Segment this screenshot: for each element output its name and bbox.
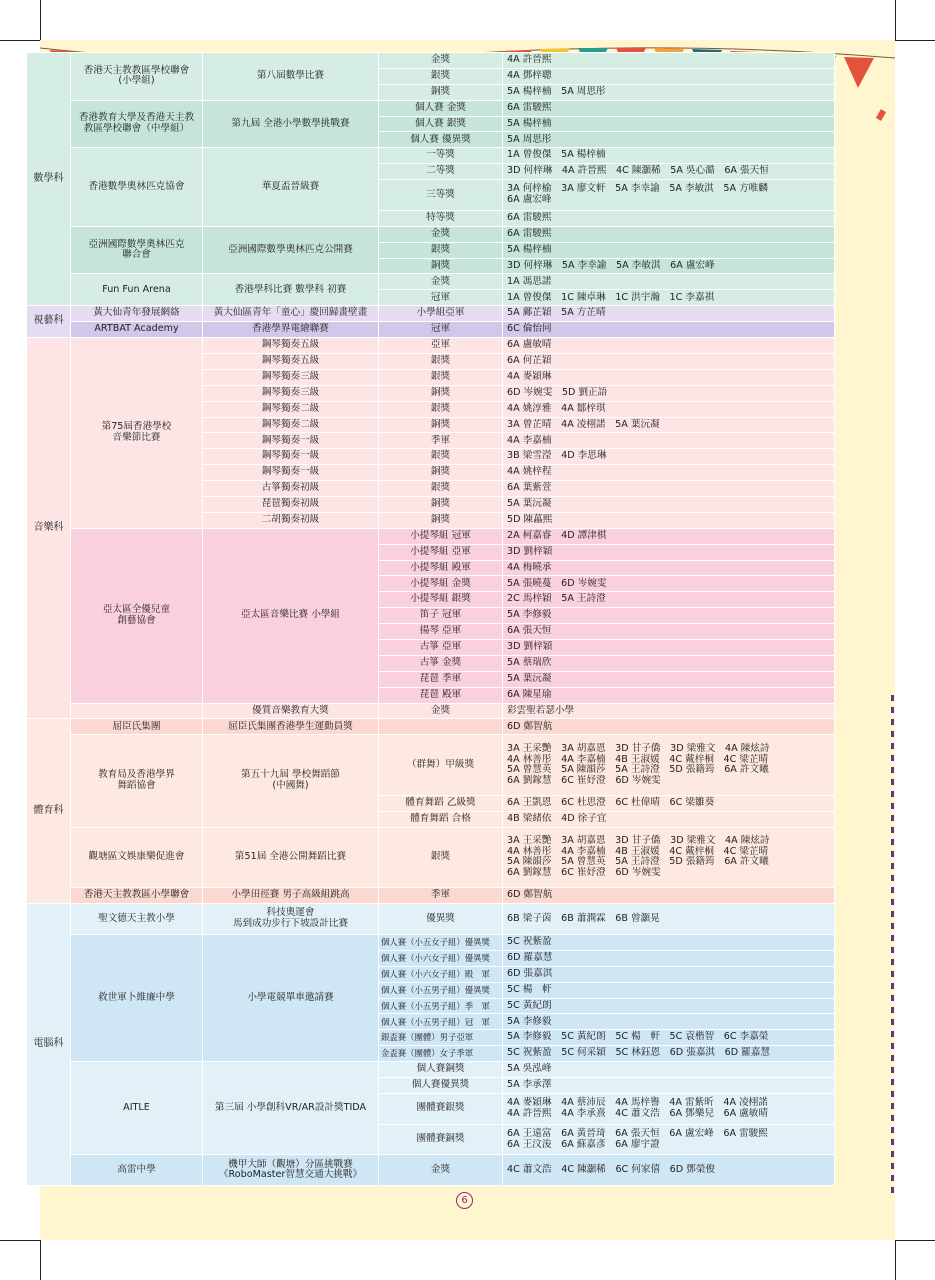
winners: 6A 盧敏晴	[503, 338, 835, 354]
organizer: AITLE	[71, 1062, 203, 1155]
winners: 3B 梁雪瀅 4D 李思琳	[503, 449, 835, 465]
competition: 鋼琴獨奏三級	[203, 369, 379, 385]
winners: 3D 何梓琳 5A 李幸諭 5A 李敏淇 6A 盧宏峰	[503, 258, 835, 274]
award: 金獎	[379, 1155, 503, 1186]
award: 三等獎	[379, 180, 503, 211]
winners: 4A 姚梓程	[503, 465, 835, 481]
crop-mark	[40, 1240, 41, 1280]
award: 銅獎	[379, 84, 503, 100]
award: 季軍	[379, 433, 503, 449]
organizer: 第75屆香港學校 音樂節比賽	[71, 338, 203, 529]
competition: 香港學界電繪聯賽	[203, 322, 379, 338]
table-row	[27, 274, 835, 290]
subject-label: 電腦科	[27, 904, 71, 1186]
winners: 6A 陳星瑜	[503, 687, 835, 703]
award: 小提琴組 冠軍	[379, 528, 503, 544]
winners: 3D 劉梓穎	[503, 544, 835, 560]
winners: 4A 姚淳雅 4A 鄒梓琪	[503, 401, 835, 417]
winners: 4B 梁緒依 4D 徐子宜	[503, 811, 835, 827]
winners: 6D 張嘉淇	[503, 966, 835, 982]
competition: 鋼琴獨奏二級	[203, 401, 379, 417]
award: 個人賽 金獎	[379, 100, 503, 116]
table-row	[27, 338, 835, 354]
table-row	[27, 528, 835, 544]
winners: 2A 柯嘉睿 4D 譚津棋	[503, 528, 835, 544]
winners: 5A 楊梓楠	[503, 242, 835, 258]
organizer	[71, 703, 203, 719]
winners: 5C 楊 軒	[503, 982, 835, 998]
table-row	[27, 827, 835, 888]
award: 特等獎	[379, 210, 503, 226]
winners: 5C 祝紫盈 5C 何采穎 5C 林鈺恩 6D 張嘉淇 6D 羅嘉慧	[503, 1046, 835, 1062]
table-row	[27, 1155, 835, 1186]
award: 銀獎	[379, 68, 503, 84]
award: 體育舞蹈 合格	[379, 811, 503, 827]
award: 銀盃賽（團體）男子亞軍	[379, 1030, 503, 1046]
table-row	[27, 53, 835, 69]
award: 小提琴組 金獎	[379, 576, 503, 592]
table-row	[27, 226, 835, 242]
competition: 第51屆 全港公開舞蹈比賽	[203, 827, 379, 888]
subject-label: 數學科	[27, 53, 71, 306]
competition: 小學田徑賽 男子高級組跳高	[203, 888, 379, 904]
winners: 5C 祝紫盈	[503, 934, 835, 950]
award: 個人賽（小五男子組）優異獎	[379, 982, 503, 998]
competition: 鋼琴獨奏五級	[203, 338, 379, 354]
award: 個人賽（小六女子組）殿 軍	[379, 966, 503, 982]
award: 笛子 冠軍	[379, 608, 503, 624]
winners: 6A 雷駿熙	[503, 226, 835, 242]
crop-mark	[0, 40, 40, 41]
award: 古箏 金獎	[379, 655, 503, 671]
award: 團體賽銀獎	[379, 1093, 503, 1124]
award: 個人賽優異獎	[379, 1077, 503, 1093]
organizer: ARTBAT Academy	[71, 322, 203, 338]
competition: 第五十九屆 學校舞蹈節 (中國舞)	[203, 735, 379, 827]
table-row	[27, 934, 835, 950]
table-row	[27, 888, 835, 904]
winners: 6D 鄭智航	[503, 719, 835, 735]
table-row	[27, 703, 835, 719]
winners: 6A 何芷穎	[503, 353, 835, 369]
dotted-border	[891, 695, 894, 1195]
award: 小提琴組 亞軍	[379, 544, 503, 560]
winners: 6A 葉紫萱	[503, 481, 835, 497]
award: 小提琴組 殿軍	[379, 560, 503, 576]
table-row	[27, 306, 835, 322]
award: 銅獎	[379, 385, 503, 401]
organizer: 觀塘區文娛康樂促進會	[71, 827, 203, 888]
award: 銀獎	[379, 242, 503, 258]
award: 個人賽 優異獎	[379, 132, 503, 148]
table-row	[27, 904, 835, 935]
winners: 3A 曾芷晴 4A 凌栩諾 5A 葉沅凝	[503, 417, 835, 433]
winners: 4A 許晉熙	[503, 53, 835, 69]
award: 銅獎	[379, 258, 503, 274]
award: 琵琶 季軍	[379, 671, 503, 687]
award: 銅獎	[379, 496, 503, 512]
competition: 優質音樂教育大獎	[203, 703, 379, 719]
award: 二等獎	[379, 164, 503, 180]
winners: 5A 李修毅 5C 黃紀朗 5C 楊 軒 5C 袁楷智 6C 李嘉榮	[503, 1030, 835, 1046]
award: 一等獎	[379, 148, 503, 164]
organizer: 高雷中學	[71, 1155, 203, 1186]
award: 體育舞蹈 乙級獎	[379, 795, 503, 811]
organizer: 聖文德天主教小學	[71, 904, 203, 935]
winners: 5A 楊梓楠 5A 周思彤	[503, 84, 835, 100]
award: 冠軍	[379, 290, 503, 306]
award: 個人賽 銀獎	[379, 116, 503, 132]
winners: 5A 李修毅	[503, 608, 835, 624]
competition: 鋼琴獨奏一級	[203, 465, 379, 481]
award: 銅獎	[379, 465, 503, 481]
award: 小學組亞軍	[379, 306, 503, 322]
winners: 4A 鄧梓聰	[503, 68, 835, 84]
competition: 第九屆 全港小學數學挑戰賽	[203, 100, 379, 148]
winners: 6A 雷駿熙	[503, 210, 835, 226]
award: 季軍	[379, 888, 503, 904]
winners: 4A 李嘉楠	[503, 433, 835, 449]
competition: 琵琶獨奏初級	[203, 496, 379, 512]
winners: 3A 王采艷 3A 胡嘉恩 3D 甘子僑 3D 梁雅文 4A 陳炫詩 4A 林善彤 4A 李嘉楠 4B 王淑媛 4C 戴梓桐 4C 梁芷晴 5A 陳韻莎 5A 曾慧英 5A 王詩澄 5D 張籍筠 6A 許文曦 6A 劉鎵慧 6C 崔妤澄 6D 岑婉雯	[503, 827, 835, 888]
award: 個人賽（小五男子組）冠 軍	[379, 1014, 503, 1030]
winners: 彩雲聖若瑟小學	[503, 703, 835, 719]
winners: 5A 吳泓峰	[503, 1062, 835, 1078]
winners: 5A 李修毅	[503, 1014, 835, 1030]
award: 銀獎	[379, 449, 503, 465]
award: 金獎	[379, 703, 503, 719]
winners: 5A 葉沅凝	[503, 496, 835, 512]
award: 古箏 亞軍	[379, 639, 503, 655]
award: 銀獎	[379, 353, 503, 369]
competition: 黃大仙區青年「童心」慶回歸畫壁畫	[203, 306, 379, 322]
table-row	[27, 100, 835, 116]
award: 銀獎	[379, 481, 503, 497]
organizer: 香港教育大學及香港天主教 教區學校聯會（中學組）	[71, 100, 203, 148]
organizer: 香港天主教教區小學聯會	[71, 888, 203, 904]
award: 個人賽（小五女子組）優異獎	[379, 934, 503, 950]
winners: 6C 倫怡同	[503, 322, 835, 338]
organizer: 救世軍卜維廉中學	[71, 934, 203, 1061]
award: 銀獎	[379, 369, 503, 385]
winners: 5A 楊梓楠	[503, 116, 835, 132]
table-row	[27, 322, 835, 338]
award: 銅獎	[379, 417, 503, 433]
organizer: 教育局及香港學界 舞蹈協會	[71, 735, 203, 827]
award: 金獎	[379, 274, 503, 290]
subject-label: 音樂科	[27, 338, 71, 719]
winners: 5A 周思彤	[503, 132, 835, 148]
winners: 4A 麥穎琳 4A 蔡沛辰 4A 馬梓譽 4A 雷紫昕 4A 凌栩諾 4A 許晉熙 4A 李承熹 4C 蕭文浩 6A 鄧樂兒 6A 盧敏晴	[503, 1093, 835, 1124]
award: 亞軍	[379, 338, 503, 354]
award: 揚琴 亞軍	[379, 624, 503, 640]
competition: 二胡獨奏初級	[203, 512, 379, 528]
awards-table	[26, 52, 835, 1186]
winners: 1A 曾俊傑 1C 陳卓琳 1C 洪宇瀚 1C 李嘉祺	[503, 290, 835, 306]
organizer: 香港天主教教區學校聯會 (小學組)	[71, 53, 203, 101]
competition: 亞洲國際數學奧林匹克公開賽	[203, 226, 379, 274]
award: 優異獎	[379, 904, 503, 935]
winners: 2C 馬梓穎 5A 王詩澄	[503, 592, 835, 608]
page-number: 6	[456, 1192, 473, 1209]
award: 銅獎	[379, 512, 503, 528]
organizer: Fun Fun Arena	[71, 274, 203, 306]
competition: 小學電競單車邀請賽	[203, 934, 379, 1061]
award: 冠軍	[379, 322, 503, 338]
award: 銀獎	[379, 401, 503, 417]
table-row	[27, 735, 835, 796]
winners: 1A 曾俊傑 5A 楊梓楠	[503, 148, 835, 164]
winners: 3A 王采艷 3A 胡嘉恩 3D 甘子僑 3D 梁雅文 4A 陳炫詩 4A 林善彤 4A 李嘉楠 4B 王淑媛 4C 戴梓桐 4C 梁芷晴 5A 曾慧英 5A 陳韻莎 5A 王詩澄 5D 張籍筠 6A 許文曦 6A 劉鎵慧 6C 崔妤澄 6D 岑婉雯	[503, 735, 835, 796]
award: 小提琴組 銀獎	[379, 592, 503, 608]
award: 琵琶 殿軍	[379, 687, 503, 703]
crop-mark	[895, 1240, 935, 1241]
competition: 香港學科比賽 數學科 初賽	[203, 274, 379, 306]
award: 金獎	[379, 226, 503, 242]
competition: 鋼琴獨奏一級	[203, 433, 379, 449]
organizer: 屈臣氏集團	[71, 719, 203, 735]
organizer: 香港數學奧林匹克協會	[71, 148, 203, 226]
award: （群舞）甲級獎	[379, 735, 503, 796]
crop-mark	[40, 0, 41, 40]
winners: 5A 葉沅凝	[503, 671, 835, 687]
award: 金獎	[379, 53, 503, 69]
competition: 鋼琴獨奏五級	[203, 353, 379, 369]
competition: 華夏盃晉級賽	[203, 148, 379, 226]
table-row	[27, 719, 835, 735]
organizer: 亞太區全優兒童 創藝協會	[71, 528, 203, 703]
crop-mark	[895, 1240, 896, 1280]
winners: 6D 羅嘉慧	[503, 950, 835, 966]
subject-label: 體育科	[27, 719, 71, 904]
competition: 古箏獨奏初級	[203, 481, 379, 497]
competition: 鋼琴獨奏二級	[203, 417, 379, 433]
winners: 1A 馮思諾	[503, 274, 835, 290]
winners: 6A 張天恒	[503, 624, 835, 640]
crop-mark	[0, 1240, 40, 1241]
winners: 4A 麥穎琳	[503, 369, 835, 385]
winners: 5D 陳藟熙	[503, 512, 835, 528]
competition: 亞太區音樂比賽 小學組	[203, 528, 379, 703]
winners: 5A 李承澤	[503, 1077, 835, 1093]
competition: 第八屆數學比賽	[203, 53, 379, 101]
winners: 6A 雷駿熙	[503, 100, 835, 116]
competition: 第三屆 小學創科VR/AR設計獎TIDA	[203, 1062, 379, 1155]
award: 銀獎	[379, 827, 503, 888]
competition: 鋼琴獨奏一級	[203, 449, 379, 465]
winners: 3D 何梓琳 4A 許晉熙 4C 陳灝稀 5A 吳心澔 6A 張天恒	[503, 164, 835, 180]
award	[379, 719, 503, 735]
winners: 5C 黃紀朗	[503, 998, 835, 1014]
winners: 6A 王遠富 6A 黃晉琦 6A 張天恒 6A 盧宏峰 6A 雷駿熙 6A 王汶浚 6A 蘇嘉彥 6A 廖宇證	[503, 1124, 835, 1155]
award: 個人賽（小五男子組）季 軍	[379, 998, 503, 1014]
winners: 5A 張曉蔓 6D 岑婉雯	[503, 576, 835, 592]
award: 團體賽銅獎	[379, 1124, 503, 1155]
winners: 6D 岑婉雯 5D 劉正語	[503, 385, 835, 401]
winners: 6B 梁子茵 6B 蕭澗霖 6B 曾灝晃	[503, 904, 835, 935]
award: 個人賽銅獎	[379, 1062, 503, 1078]
table-row	[27, 1062, 835, 1078]
award: 個人賽（小六女子組）優異獎	[379, 950, 503, 966]
competition: 科技奧運會 馬到成功步行下坡設計比賽	[203, 904, 379, 935]
competition: 機甲大師（觀塘）分區挑戰賽 《RoboMaster智慧交通大挑戰》	[203, 1155, 379, 1186]
winners: 5A 蔡瑞欣	[503, 655, 835, 671]
competition: 鋼琴獨奏三級	[203, 385, 379, 401]
subject-label: 視藝科	[27, 306, 71, 338]
crop-mark	[895, 0, 896, 40]
organizer: 亞洲國際數學奧林匹克 聯合會	[71, 226, 203, 274]
winners: 6A 王凱恩 6C 杜思澄 6C 杜偉晴 6C 梁雛葵	[503, 795, 835, 811]
table-row	[27, 148, 835, 164]
competition: 屈臣氏集團香港學生運動員獎	[203, 719, 379, 735]
winners: 4A 梅曉承	[503, 560, 835, 576]
winners: 5A 鄺芷穎 5A 方芷晴	[503, 306, 835, 322]
winners: 3D 劉梓穎	[503, 639, 835, 655]
crop-mark	[895, 40, 935, 41]
winners: 4C 蕭文浩 4C 陳灝稀 6C 何家僖 6D 鄧榮俊	[503, 1155, 835, 1186]
winners: 6D 鄭智航	[503, 888, 835, 904]
winners: 3A 何梓榆 3A 廖文軒 5A 李幸諭 5A 李敏淇 5A 方唯麟 6A 盧宏峰	[503, 180, 835, 211]
award: 金盃賽（團體）女子季軍	[379, 1046, 503, 1062]
organizer: 黃大仙青年發展網絡	[71, 306, 203, 322]
